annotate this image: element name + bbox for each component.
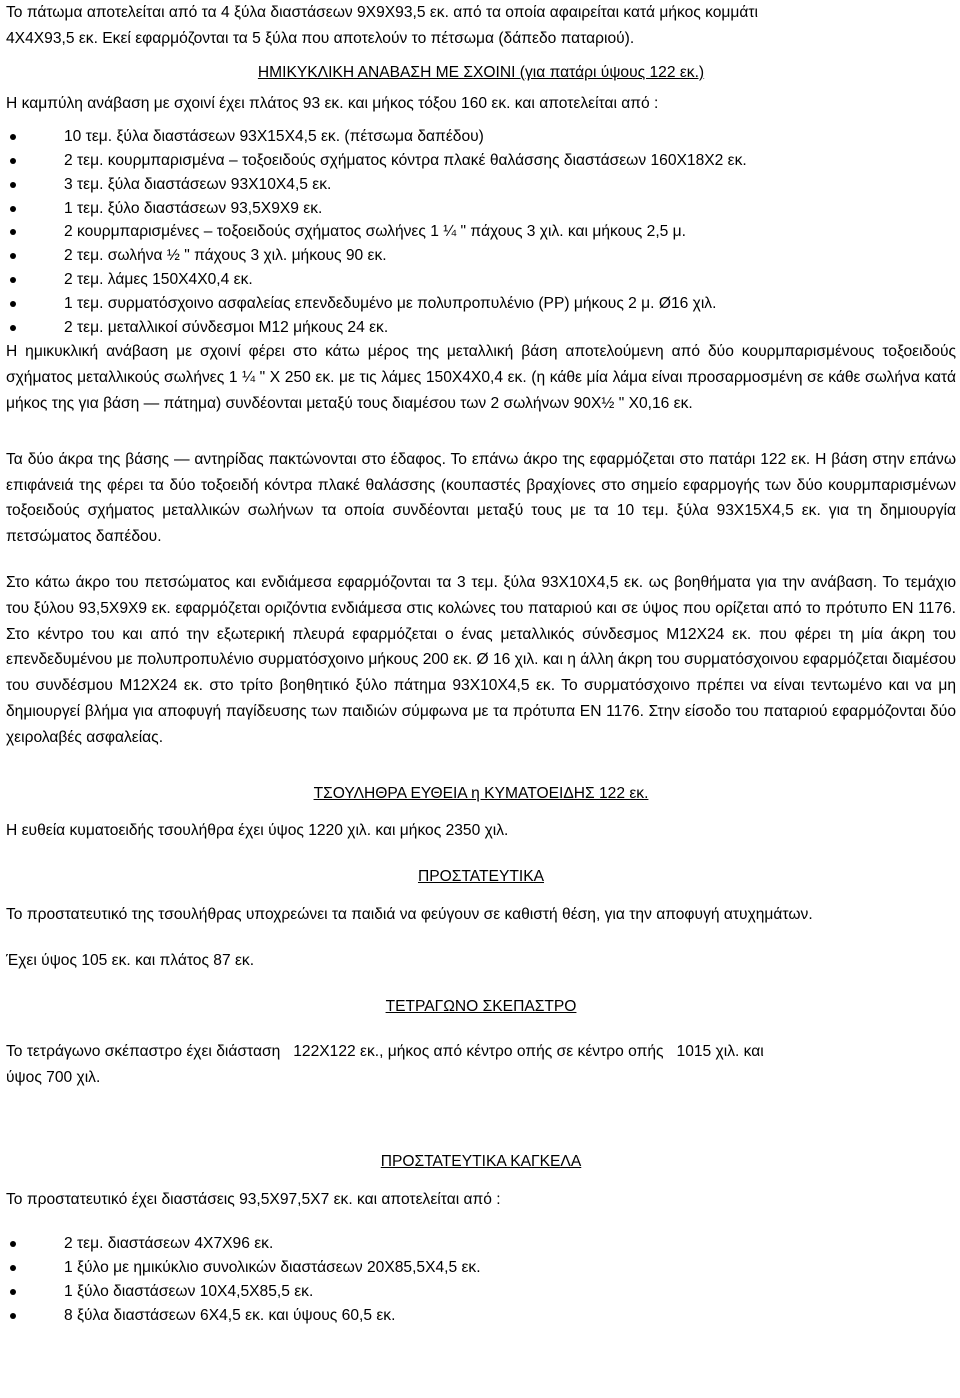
railings-parts-list <box>6 1232 956 1327</box>
roof-line-2: ύψος 700 χιλ. <box>6 1069 101 1087</box>
list-item: 2 τεμ. μεταλλικοί σύνδεσμοι Μ12 μήκους 24 εκ. <box>6 316 956 340</box>
section-heading-roof: ΤΕΤΡΑΓΩΝΟ ΣΚΕΠΑΣΤΡΟ <box>385 997 577 1015</box>
intro-line-1: Το πάτωμα αποτελείται από τα 4 ξύλα διαστάσεων 9Χ9Χ93,5 εκ. από τα οποία αφαιρείται κατά μήκος κομμάτι <box>6 4 759 21</box>
guard-dims: Έχει ύψος 105 εκ. και πλάτος 87 εκ. <box>6 951 255 969</box>
semicircular-lead: Η καμπύλη ανάβαση με σχοινί έχει πλάτος 93 εκ. και μήκος τόξου 160 εκ. και αποτελείται από : <box>6 95 659 113</box>
intro-section <box>6 0 956 52</box>
list-item: 2 τεμ. λάμες 150Χ4Χ0,4 εκ. <box>6 268 956 292</box>
semicircular-parts-list <box>6 125 956 339</box>
railings-lead: Το προστατευτικό έχει διαστάσεις 93,5Χ97,5Χ7 εκ. και αποτελείται από : <box>6 1190 501 1208</box>
paragraph-ends: Τα δύο άκρα της βάσης — αντηρίδας πακτώνονται στο έδαφος. Το επάνω άκρο της εφαρμόζεται στο πατάρι 122 εκ. Η βάση στην επάνω επιφάνειά της φέρει τα δύο τοξοειδή κόντρα πλακέ θαλάσσης (κουπαστές βραχίονες στο σημείο εφαρμογής των δύο κουρμπαρισμένων τοξοειδούς σχήματος μεταλλικών σωλήνων τα οποία συνδέονται μεταξύ τους με τα 10 τεμ. ξύλα 93Χ15Χ4,5 εκ. για τη δημιουργία πετσώματος δαπέδου. <box>6 450 956 546</box>
list-item: 1 ξύλο διαστάσεων 10Χ4,5Χ85,5 εκ. <box>6 1280 956 1304</box>
section-heading-semicircular: ΗΜΙΚΥΚΛΙΚΗ ΑΝΑΒΑΣΗ ΜΕ ΣΧΟΙΝΙ (για πατάρι ύψους 122 εκ.) <box>257 63 705 81</box>
list-item: 1 τεμ. συρματόσχοινο ασφαλείας επενδεδυμένο με πολυπροπυλένιο (PP) μήκους 2 μ. Ø16 χιλ. <box>6 292 956 316</box>
paragraph-base: Η ημικυκλική ανάβαση με σχοινί φέρει στο κάτω μέρος της μεταλλική βάση αποτελούμενη από δύο κουρμπαρισμένους τοξοειδούς σχήματος μεταλλικούς σωλήνες 1 ¼ " Χ 250 εκ. με τις λάμες 150Χ4Χ0,4 εκ. (η κάθε μία λάμα είναι προσαρμοσμένη σε κάθε σωλήνα κατά μήκος της για βάση — πάτημα) συνδέονται μεταξύ τους διαμέσου των 2 σωλήνων 90Χ½ " Χ0,16 εκ. <box>6 343 956 412</box>
list-item: 10 τεμ. ξύλα διαστάσεων 93Χ15Χ4,5 εκ. (πέτσωμα δαπέδου) <box>6 125 956 149</box>
list-item: 2 τεμ. κουρμπαρισμένα – τοξοειδούς σχήματος κόντρα πλακέ θαλάσσης διαστάσεων 160Χ18Χ2 εκ. <box>6 149 956 173</box>
section-heading-guard: ΠΡΟΣΤΑΤΕΥΤΙΚΑ <box>417 868 545 886</box>
intro-line-2: 4Χ4Χ93,5 εκ. Εκεί εφαρμόζονται τα 5 ξύλα που αποτελούν το πέτσωμα (δάπεδο παταριού). <box>6 29 635 47</box>
list-item: 1 ξύλο με ημικύκλιο συνολικών διαστάσεων 20Χ85,5Χ4,5 εκ. <box>6 1256 956 1280</box>
list-item: 3 τεμ. ξύλα διαστάσεων 93Χ10Χ4,5 εκ. <box>6 173 956 197</box>
list-item: 2 τεμ. σωλήνα ½ " πάχους 3 χιλ. μήκους 90 εκ. <box>6 244 956 268</box>
list-item: 2 τεμ. διαστάσεων 4Χ7Χ96 εκ. <box>6 1232 956 1256</box>
slide-text: Η ευθεία κυματοειδής τσουλήθρα έχει ύψος 1220 χιλ. και μήκος 2350 χιλ. <box>6 822 509 840</box>
paragraph-rope: Στο κάτω άκρο του πετσώματος και ενδιάμεσα εφαρμόζονται τα 3 τεμ. ξύλα 93Χ10Χ4,5 εκ. ως βοηθήματα για την ανάβαση. Το τεμάχιο του ξύλου 93,5Χ9Χ9 εκ. εφαρμόζεται οριζόντια ενδιάμεσα στις κολώνες του παταριού και σε ύψος που ορίζεται από το πρότυπο ΕΝ 1176. Στο κέντρο του και από την εξωτερική πλευρά εφαρμόζεται ο ένας μεταλλικός σύνδεσμος Μ12Χ24 εκ. που φέρει τη μία άκρη του επενδεδυμένου με πολυπροπυλένιο συρματόσχοινο μήκους 200 εκ. Ø 16 χιλ. και η άλλη άκρη του συρματόσχοινου εφαρμόζεται διαμέσου του συνδέσμου Μ12Χ24 εκ. στο τρίτο βοηθητικό ξύλο πάτημα 93Χ10Χ4,5 εκ. Το συρματόσχοινο πρέπει να είναι τεντωμένο και να μη δημιουργεί βλήμα για αποφυγή παγίδευσης των παιδιών σύμφωνα με τα πρότυπα ΕΝ 1176. Στην είσοδο του παταριού εφαρμόζονται δύο χειρολαβές ασφαλείας. <box>6 573 956 746</box>
section-heading-slide: ΤΣΟΥΛΗΘΡΑ ΕΥΘΕΙΑ η ΚΥΜΑΤΟΕΙΔΗΣ 122 εκ. <box>313 784 649 802</box>
list-item: 2 κουρμπαρισμένες – τοξοειδούς σχήματος σωλήνες 1 ¼ " πάχους 3 χιλ. και μήκους 2,5 μ. <box>6 220 956 244</box>
list-item: 1 τεμ. ξύλο διαστάσεων 93,5Χ9Χ9 εκ. <box>6 197 956 221</box>
roof-line-1: Το τετράγωνο σκέπαστρο έχει διάσταση 122Χ122 εκ., μήκος από κέντρο οπής σε κέντρο οπής 1015 χιλ. και <box>6 1043 764 1061</box>
section-heading-railings: ΠΡΟΣΤΑΤΕΥΤΙΚΑ ΚΑΓΚΕΛΑ <box>380 1152 582 1170</box>
document-page <box>6 0 956 1328</box>
guard-text: Το προστατευτικό της τσουλήθρας υποχρεώνει τα παιδιά να φεύγουν σε καθιστή θέση, για την αποφυγή ατυχημάτων. <box>6 905 813 923</box>
list-item: 8 ξύλα διαστάσεων 6Χ4,5 εκ. και ύψους 60,5 εκ. <box>6 1304 956 1328</box>
